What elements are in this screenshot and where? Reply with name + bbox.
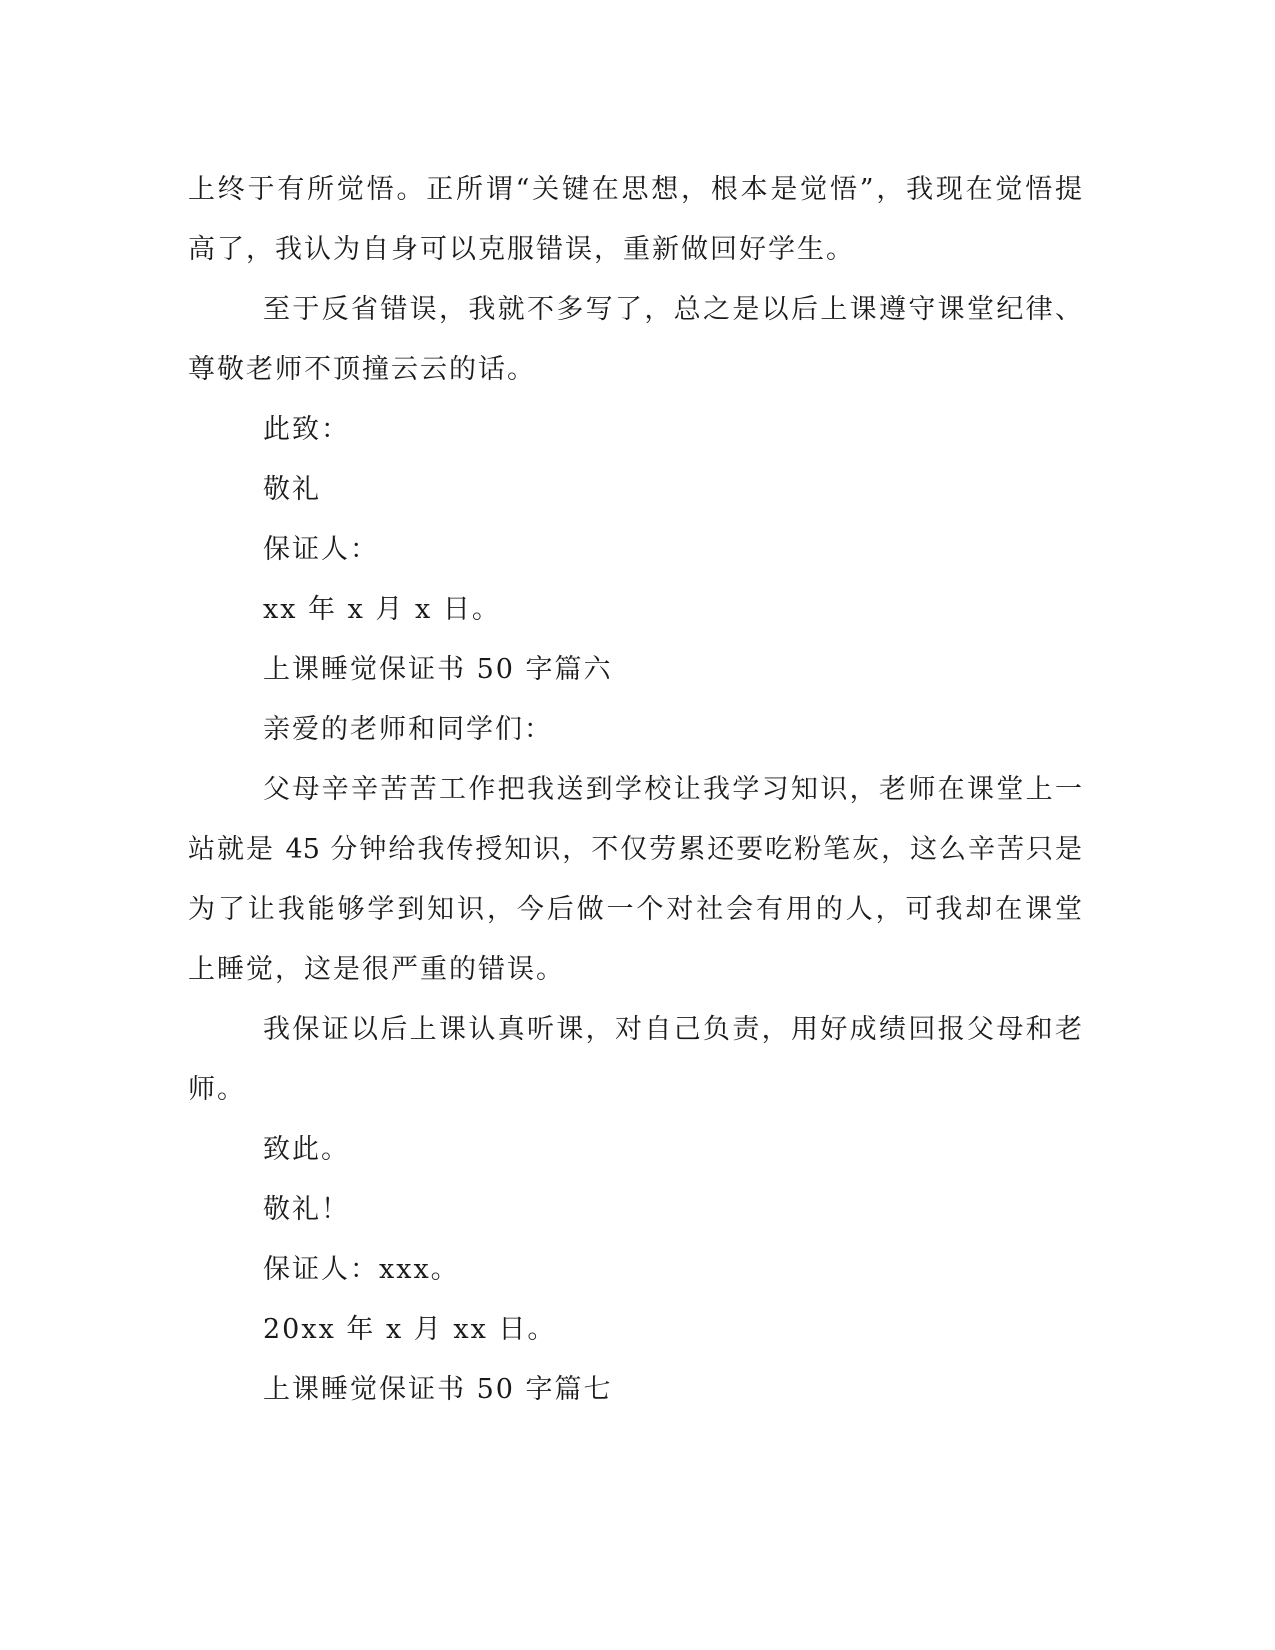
- paragraph-line: 高了，我认为自身可以克服错误，重新做回好学生。: [188, 234, 855, 265]
- paragraph-line: 上睡觉，这是很严重的错误。: [188, 954, 565, 985]
- section-heading: 上课睡觉保证书 50 字篇七: [263, 1374, 613, 1405]
- paragraph-line: 站就是 45 分钟给我传授知识，不仅劳累还要吃粉笔灰，这么辛苦只是: [188, 834, 1082, 865]
- paragraph-line: 我保证以后上课认真听课，对自己负责，用好成绩回报父母和老: [263, 1014, 1082, 1045]
- salutation-line: 敬礼: [263, 474, 321, 505]
- date-line: xx 年 x 月 x 日。: [263, 594, 501, 625]
- paragraph-line: 尊敬老师不顶撞云云的话。: [188, 354, 536, 385]
- salutation-line: 致此。: [263, 1134, 350, 1165]
- salutation-line: 敬礼！: [263, 1194, 350, 1225]
- section-heading: 上课睡觉保证书 50 字篇六: [263, 654, 613, 685]
- paragraph-line: 至于反省错误，我就不多写了，总之是以后上课遵守课堂纪律、: [263, 294, 1082, 325]
- date-line: 20xx 年 x 月 xx 日。: [263, 1314, 557, 1345]
- salutation-line: 此致：: [263, 414, 350, 445]
- paragraph-line: 父母辛辛苦苦工作把我送到学校让我学习知识，老师在课堂上一: [263, 774, 1082, 805]
- signature-line: 保证人：xxx。: [263, 1254, 460, 1285]
- paragraph-line: 师。: [188, 1074, 246, 1105]
- signature-line: 保证人：: [263, 534, 379, 565]
- greeting-line: 亲爱的老师和同学们：: [263, 714, 553, 745]
- paragraph-line: 为了让我能够学到知识，今后做一个对社会有用的人，可我却在课堂: [188, 894, 1082, 925]
- paragraph-line: 上终于有所觉悟。正所谓“关键在思想，根本是觉悟”，我现在觉悟提: [188, 174, 1082, 205]
